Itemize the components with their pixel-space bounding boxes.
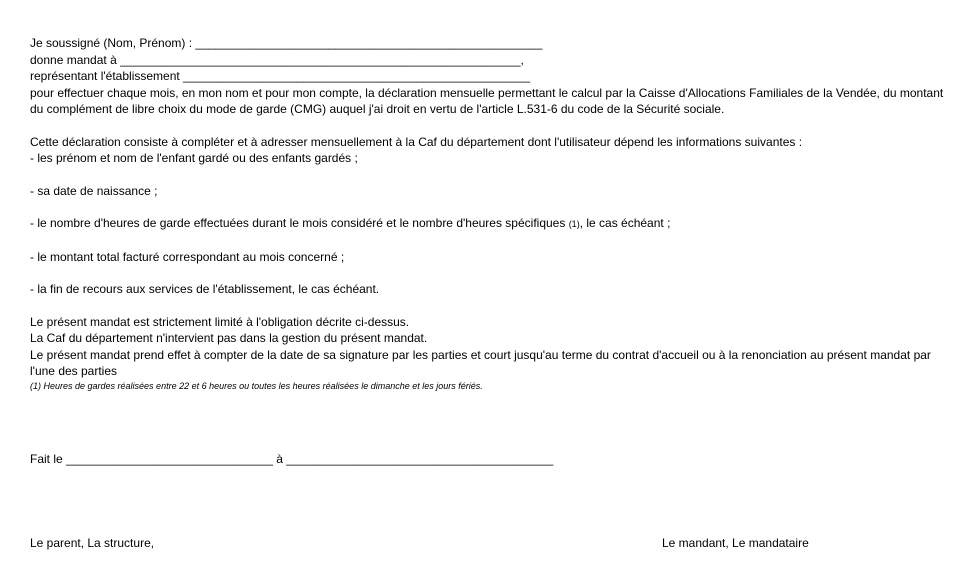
purpose-paragraph: pour effectuer chaque mois, en mon nom et pour mon compte, la déclaration mensuelle permettant le calcul par la Caisse d'Allocations Familiales de la Vendée, du montant du complément de libre choix du mode de garde (CMG) auquel j'ai droit en vertu de l'article L.531-6 du code de la Sécurité sociale.: [30, 85, 944, 116]
info-item-amount: - le montant total facturé correspondant au mois concerné ;: [30, 249, 345, 264]
mandate-duration-line: Le présent mandat prend effet à compter de la date de sa signature par les parties et court jusqu'au terme du contrat d'accueil ou à la renonciation au présent mandat par l'une des parties: [30, 347, 931, 378]
footnote-reference: (1): [568, 219, 580, 229]
footnote: (1) Heures de gardes réalisées entre 22 et 6 heures ou toutes les heures réalisées le dimanche et les jours fériés.: [30, 380, 483, 391]
signature-mandant-mandataire: Le mandant, Le mandataire: [662, 536, 809, 550]
mandate-given-to-line: donne mandat à ____________________________________________________________,: [30, 52, 524, 67]
mandate-document: [30, 35, 955, 393]
info-item-child-name: - les prénom et nom de l'enfant gardé ou des enfants gardés ;: [30, 151, 358, 165]
place-date-line: Fait le _______________________________ à ________________________________________: [30, 452, 554, 466]
info-item-hours-suffix: , le cas échéant ;: [579, 216, 671, 230]
mandate-limit-line: Le présent mandat est strictement limité à l'obligation décrite ci-dessus.: [30, 314, 410, 329]
signature-parent-structure: Le parent, La structure,: [30, 536, 155, 550]
declaration-intro: Cette déclaration consiste à compléter et à adresser mensuellement à la Caf du département dont l'utilisateur dépend les informations suivantes :: [30, 134, 803, 149]
declarant-name-line: Je soussigné (Nom, Prénom) : ____________________________________________________: [30, 36, 543, 50]
info-item-birth-date: - sa date de naissance ;: [30, 183, 158, 198]
establishment-line: représentant l'établissement ____________________________________________________: [30, 69, 531, 83]
caf-role-line: La Caf du département n'intervient pas dans la gestion du présent mandat.: [30, 331, 428, 345]
info-item-hours: [30, 215, 955, 233]
info-item-hours-text: - le nombre d'heures de garde effectuées durant le mois considéré et le nombre d'heures spécifiques: [30, 216, 569, 230]
info-item-end-of-service: - la fin de recours aux services de l'établissement, le cas échéant.: [30, 282, 380, 296]
